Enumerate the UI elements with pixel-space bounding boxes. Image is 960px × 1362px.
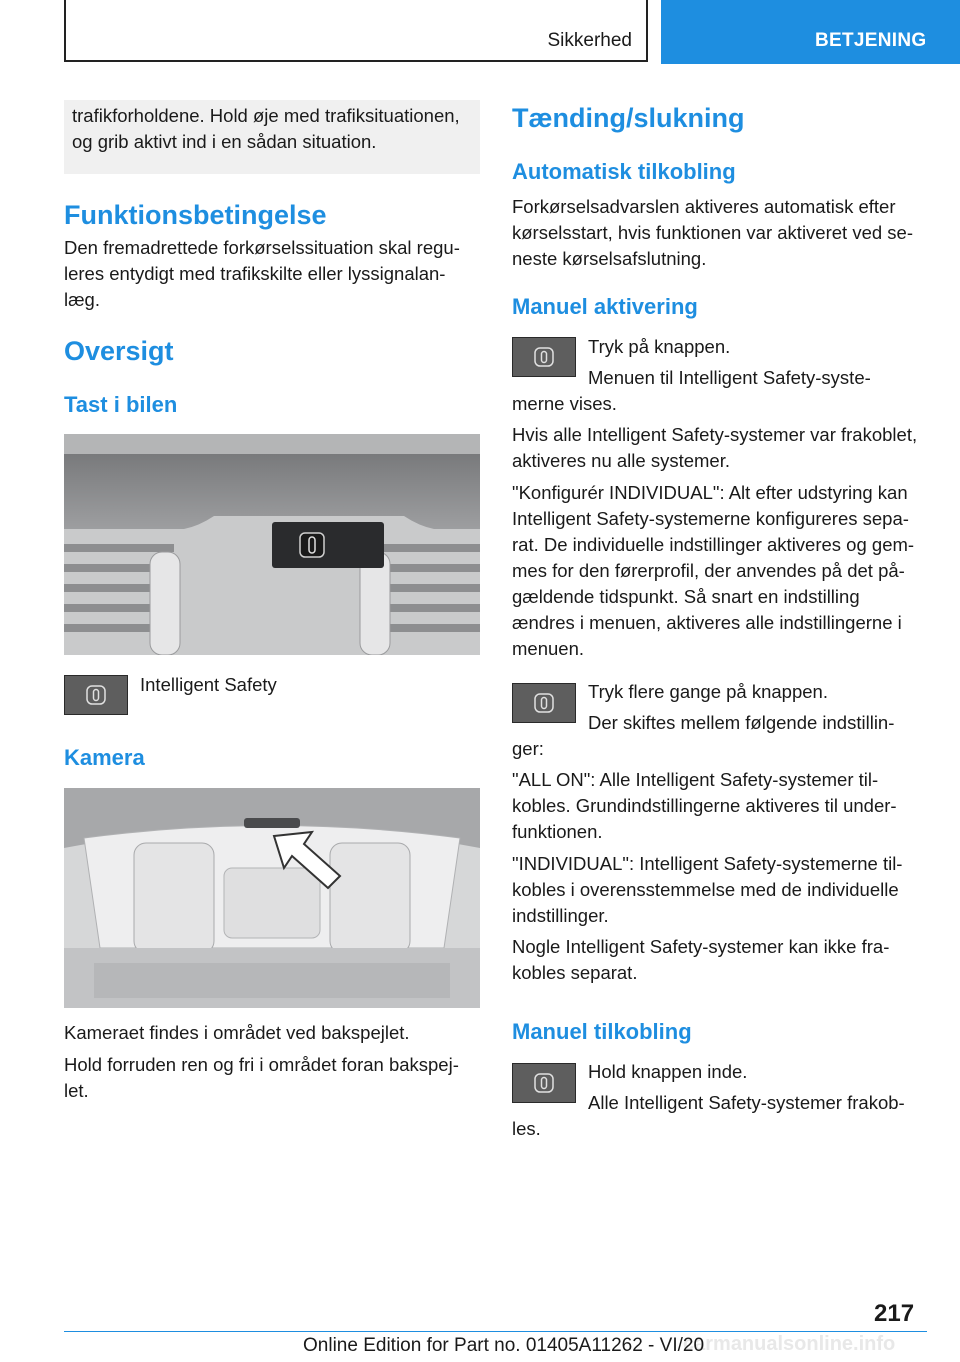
auto-paragraph: Forkørselsadvarslen aktiveres automatisk efter kørselsstart, hvis funktionen var aktiveret ved se-neste kørselsafslutning.: [512, 196, 913, 269]
aktivering-step-2: Menuen til Intelligent Safety-syste-: [588, 367, 871, 388]
tilkobling-step-2-cont: les.: [512, 1118, 541, 1139]
header-chapter-title: BETJENING: [815, 30, 927, 51]
heading-oversigt: Oversigt: [64, 336, 174, 366]
dashboard-photo: [64, 434, 480, 655]
heading-manuel-tilkobling: Manuel tilkobling: [512, 1019, 692, 1044]
flere-step-2: Der skiftes mellem følgende indstillin-: [588, 712, 895, 733]
kamera-paragraph-1: Kameraet findes i området ved bakspejlet.: [64, 1022, 410, 1043]
allon-paragraph: "ALL ON": Alle Intelligent Safety-systemer til-kobles. Grundindstillingerne aktiveres til under-funktionen.: [512, 769, 897, 842]
header-chapter-tab: [661, 0, 960, 64]
intelligent-safety-button-icon: [512, 683, 576, 723]
camera-interior-photo: [64, 788, 480, 1008]
intelligent-safety-button-icon: [512, 337, 576, 377]
heading-tast-i-bilen: Tast i bilen: [64, 392, 178, 417]
edition-text: Online Edition for Part no. 01405A11262 - VI/20: [303, 1335, 705, 1356]
aktivering-step-1: Tryk på knappen.: [588, 336, 731, 357]
page-number: 217: [874, 1300, 915, 1327]
individual-paragraph: "INDIVIDUAL": Intelligent Safety-systemerne til-kobles i overensstemmelse med de individuelle indstillinger.: [512, 853, 903, 926]
aktivering-step-2-cont: merne vises.: [512, 393, 617, 414]
intelligent-safety-button-icon: [512, 1063, 576, 1103]
header-section-box: [64, 0, 648, 62]
aktivering-paragraph-1: Hvis alle Intelligent Safety-systemer var frakoblet, aktiveres nu alle systemer.: [512, 424, 918, 471]
heading-taending-slukning: Tænding/slukning: [512, 103, 745, 133]
intelligent-safety-button-icon: [64, 675, 128, 715]
flere-step-1: Tryk flere gange på knappen.: [588, 681, 828, 702]
button-label: Intelligent Safety: [140, 674, 277, 695]
aktivering-paragraph-2: "Konfigurér INDIVIDUAL": Alt efter udstyring kan Intelligent Safety-systemerne konfigureres sepa-rat. De individuelle indstillinger aktiveres og gem-mes for den førerprofil, der anvendes på det på-gældende tidspunkt. Så snart en indstilling ændres i menuen, aktiveres alle indstillingerne i menuen.: [512, 482, 915, 659]
flere-step-2-cont: ger:: [512, 738, 544, 759]
watermark: carmanualsonline.info: [683, 1333, 896, 1355]
nogle-paragraph: Nogle Intelligent Safety-systemer kan ikke fra-kobles separat.: [512, 936, 890, 983]
heading-manuel-aktivering: Manuel aktivering: [512, 294, 698, 319]
header-section-title: Sikkerhed: [547, 30, 632, 51]
kamera-paragraph-2: Hold forruden ren og fri i området foran bakspej-let.: [64, 1054, 459, 1101]
note-box: [64, 100, 480, 174]
funktion-paragraph: Den fremadrettede forkørselssituation skal regu-leres entydigt med trafikskilte eller lyssignalan-læg.: [64, 237, 460, 310]
heading-kamera: Kamera: [64, 745, 145, 770]
heading-automatisk-tilkobling: Automatisk tilkobling: [512, 159, 736, 184]
tilkobling-step-2: Alle Intelligent Safety-systemer frakob-: [588, 1092, 905, 1113]
footer-divider: [64, 1331, 927, 1332]
tilkobling-step-1: Hold knappen inde.: [588, 1061, 748, 1082]
note-text: trafikforholdene. Hold øje med trafiksituationen, og grib aktivt ind i en sådan situation.: [72, 105, 460, 152]
heading-funktionsbetingelse: Funktionsbetingelse: [64, 200, 327, 230]
